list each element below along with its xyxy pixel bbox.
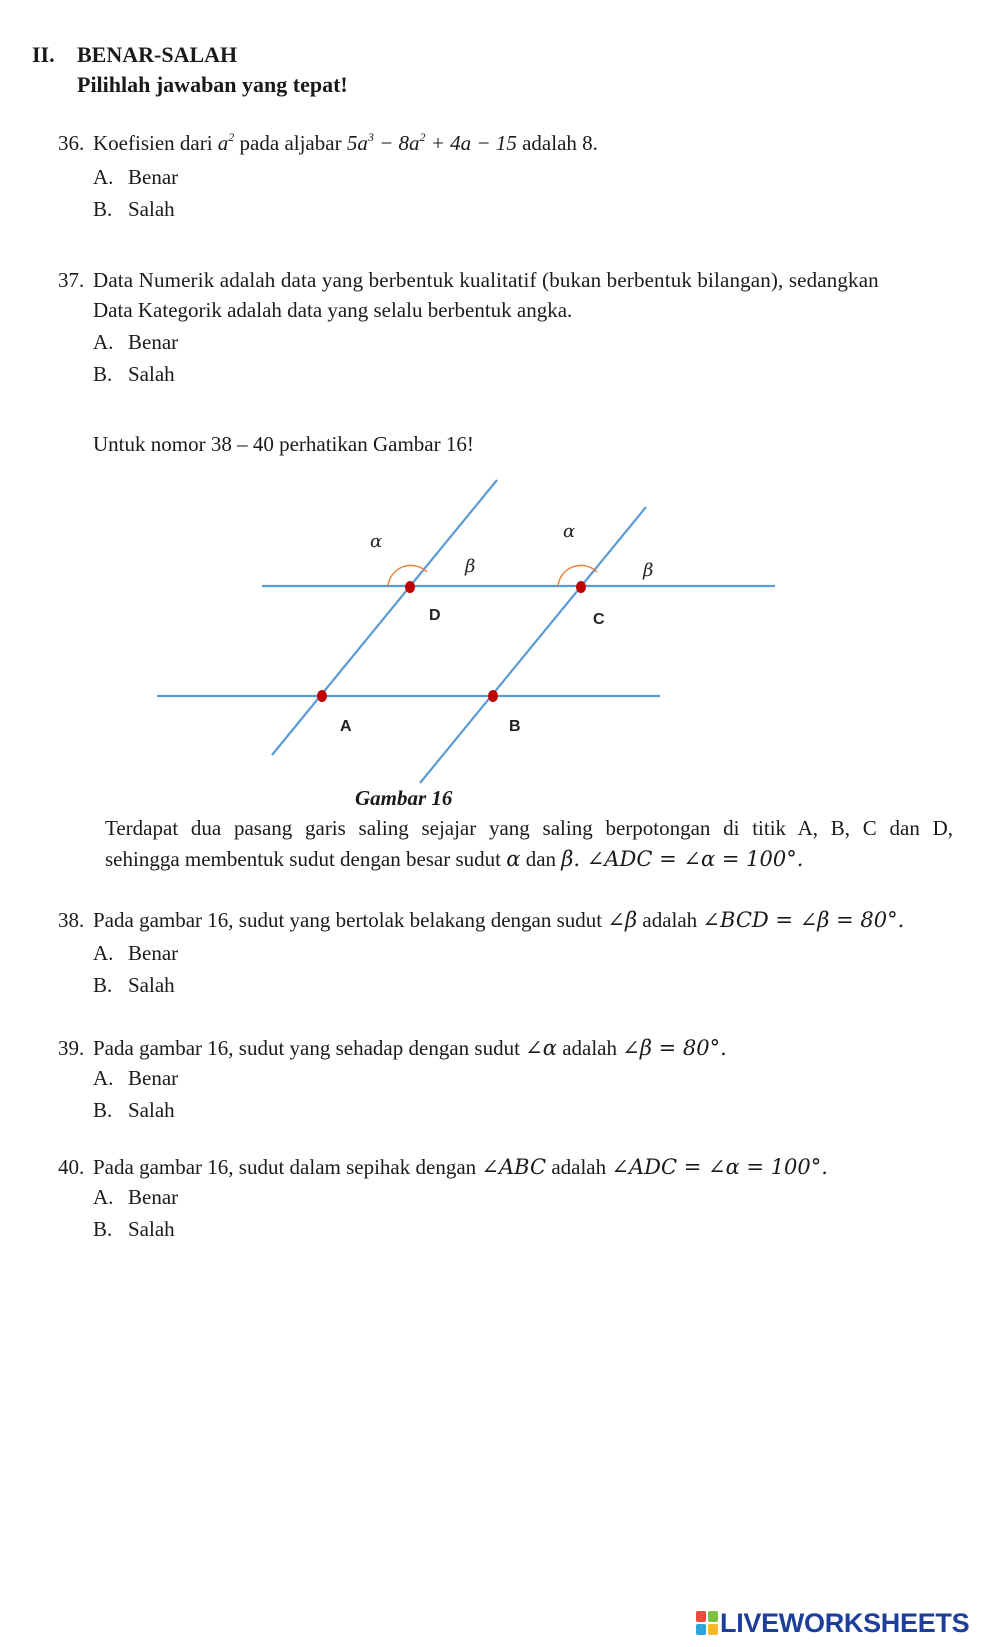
option-b[interactable]: B. Salah (93, 362, 175, 386)
transversal-left (272, 480, 497, 755)
figure-description-line1: Terdapat dua pasang garis saling sejajar yang saling berpotongan di titik A, B, C dan D, (105, 816, 953, 840)
label-b: B (509, 718, 521, 735)
point-d (405, 581, 415, 593)
question-number: 40. (58, 1155, 85, 1179)
section-heading (32, 42, 237, 68)
option-a[interactable]: A. Benar (93, 165, 179, 189)
question-38: 38. Pada gambar 16, sudut yang bertolak belakang dengan sudut ∠β adalah ∠BCD = ∠β = 80°. (58, 908, 905, 932)
math-equation: ∠ADC = ∠α = 100°. (586, 847, 804, 871)
liveworksheets-logo[interactable] (696, 1608, 969, 1639)
option-a[interactable]: A. Benar (93, 1066, 179, 1090)
label-c: C (593, 611, 605, 628)
label-alpha-2: α (563, 521, 576, 542)
label-alpha-1: α (370, 531, 383, 552)
question-37-line2: Data Kategorik adalah data yang selalu berbentuk angka. (93, 298, 573, 322)
question-number: 39. (58, 1036, 85, 1060)
question-37: 37. Data Numerik adalah data yang berbentuk kualitatif (bukan berbentuk bilangan), sedangkan (58, 268, 879, 292)
question-number: 37. (58, 268, 85, 292)
liveworksheets-logo-text: LIVEWORKSHEETS (720, 1608, 970, 1638)
math-expression: $5a^3 - 8a^2 + 4a - 15$ (346, 130, 517, 155)
option-b[interactable]: B. Salah (93, 1217, 175, 1241)
option-a[interactable]: A. Benar (93, 1185, 179, 1209)
figure-intro: Untuk nomor 38 – 40 perhatikan Gambar 16! (93, 432, 474, 456)
option-a[interactable]: A. Benar (93, 941, 179, 965)
label-beta-1: β (465, 556, 476, 577)
figure-caption: Gambar 16 (355, 786, 453, 810)
option-b[interactable]: B. Salah (93, 197, 175, 221)
point-c (576, 581, 586, 593)
figure-description-line2: sehingga membentuk sudut dengan besar sudut α dan β. ∠ADC = ∠α = 100°. (105, 847, 804, 871)
liveworksheets-logo-icon (696, 1611, 720, 1637)
question-36: 36. Koefisien dari $a^2$ pada aljabar $5a^3 - 8a^2 + 4a - 15$ adalah 8. (58, 130, 598, 155)
option-b[interactable]: B. Salah (93, 973, 175, 997)
label-d: D (429, 607, 441, 624)
label-beta-2: β (643, 560, 654, 581)
point-b (488, 690, 498, 702)
option-a[interactable]: A. Benar (93, 330, 179, 354)
section-title: BENAR-SALAH (77, 42, 238, 67)
option-b[interactable]: B. Salah (93, 1098, 175, 1122)
question-40: 40. Pada gambar 16, sudut dalam sepihak dengan ∠ABC adalah ∠ADC = ∠α = 100°. (58, 1155, 828, 1179)
question-number: 38. (58, 908, 85, 932)
transversal-right (420, 507, 646, 783)
figure-16-diagram (0, 470, 1000, 790)
section-instruction: Pilihlah jawaban yang tepat! (77, 72, 348, 97)
question-number: 36. (58, 131, 85, 155)
section-number: II. (32, 42, 55, 67)
question-39: 39. Pada gambar 16, sudut yang sehadap dengan sudut ∠α adalah ∠β = 80°. (58, 1036, 727, 1060)
point-a (317, 690, 327, 702)
label-a: A (340, 718, 352, 735)
math-term: $a^2$ (217, 130, 235, 155)
